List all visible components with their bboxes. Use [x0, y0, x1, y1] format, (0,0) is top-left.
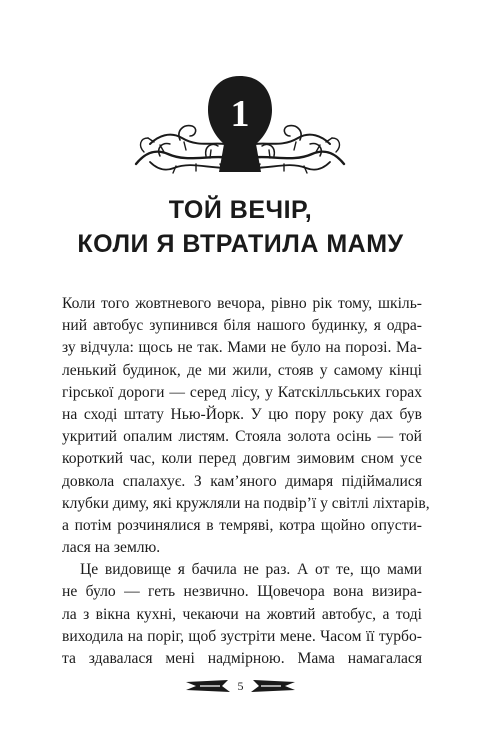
text-line: виходила на поріг, щоб зустріти мене. Часом її турбо-: [62, 627, 422, 645]
text-line: клубки диму, які кружляли на подвір’ї у світлі ліхтарів,: [62, 494, 430, 512]
text-line: укритий опалим листям. Стояла золота осінь — той: [62, 428, 422, 446]
chapter-ornament: [120, 68, 360, 178]
text-line: а потім розчинялися в темряві, котра щойно опусти-: [62, 516, 422, 534]
text-line: ний автобус зупинився біля нашого будинку, я одра-: [62, 317, 422, 335]
text-line: лася на землю.: [62, 539, 161, 557]
chapter-title-line-1: ТОЙ ВЕЧІР,: [168, 196, 313, 224]
text-line: гірської дороги — серед лісу, у Катскілльських горах: [62, 383, 422, 401]
text-line: ленький будинок, де ми жили, стояв у самому кінці: [62, 361, 422, 379]
text-line: ла з вікна кухні, чекаючи на жовтий автобус, а тоді: [62, 605, 422, 623]
chapter-body: [62, 293, 430, 670]
text-line: Це видовище я бачила не раз. А от те, що мами: [80, 561, 422, 579]
text-line: Коли того жовтневого вечора, рівно рік тому, шкіль-: [62, 295, 422, 312]
chapter-title-line-2: КОЛИ Я ВТРАТИЛА МАМУ: [77, 230, 404, 258]
text-line: на сході штату Нью-Йорк. У цю пору року дах був: [62, 405, 422, 423]
page-number: 5: [237, 679, 244, 693]
paragraph-2: [62, 559, 422, 670]
paragraph-1: [62, 293, 430, 559]
text-line: та здавалася мені надмірною. Мама намагалася: [62, 650, 422, 667]
chapter-number: 1: [230, 93, 250, 135]
text-line: зу відчула: щось не так. Мами не було на порозі. Ма-: [62, 339, 422, 357]
text-line: короткий час, коли перед довгим зимовим сном усе: [62, 450, 422, 468]
text-line: довкола спалахує. З кам’яного димаря підіймалися: [62, 472, 422, 490]
text-line: не було — геть незвично. Щовечора вона визира-: [62, 583, 422, 601]
